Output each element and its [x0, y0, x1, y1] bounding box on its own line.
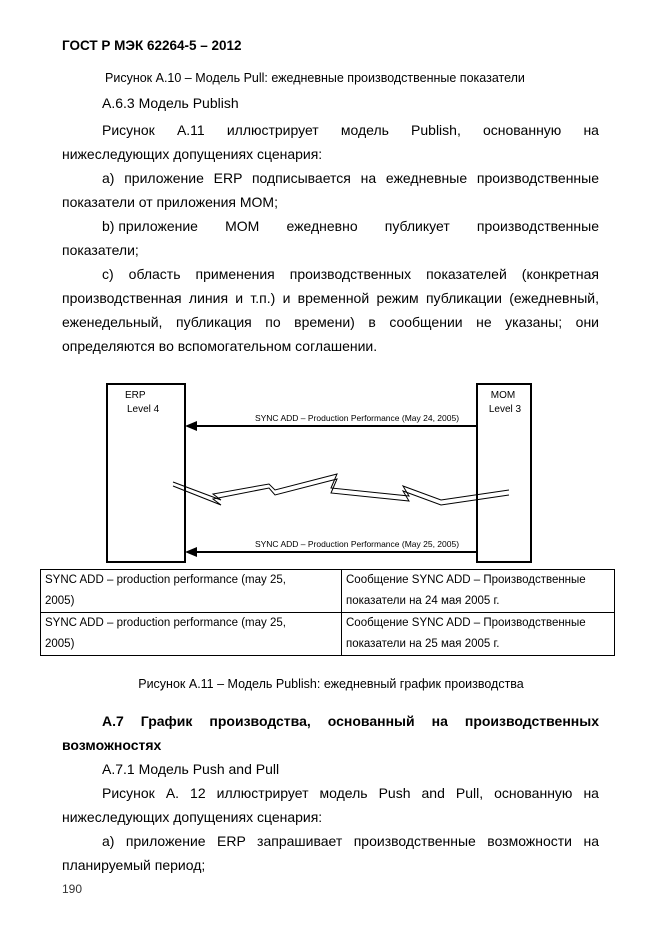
word: А. [165, 785, 180, 801]
publish-sequence-diagram [105, 382, 535, 566]
word: модель [319, 785, 368, 801]
legend-table [40, 569, 615, 656]
para1-line2: нижеследующих допущениях сценария: [62, 146, 323, 162]
word: на [583, 785, 599, 801]
legend-cell-translation [342, 613, 615, 656]
legend-cell-translation [342, 570, 615, 613]
paragraph-publish [62, 118, 599, 358]
word: иллюстрирует [216, 785, 309, 801]
word: MOM [225, 218, 260, 234]
word: Pull, [455, 785, 484, 801]
word: Рисунок [102, 122, 155, 138]
cell-line: SYNC ADD – production performance (may 25, [45, 617, 286, 629]
time-break-line-upper [173, 474, 509, 500]
message-label-2: SYNC ADD – Production Performance (May 25, 2005) [254, 539, 460, 549]
item-c-line2: производственная линия и т.п.) и временной режим публикации (ежедневный, [62, 290, 599, 306]
item-c-line4: определяются во вспомогательном соглашении. [62, 338, 378, 354]
table-row [41, 613, 615, 656]
erp-label: ERP [125, 390, 146, 401]
section-a7 [62, 709, 599, 877]
word: основанную [494, 785, 573, 801]
cell-line: 2005) [45, 595, 75, 607]
word: and [421, 785, 445, 801]
message-label-1: SYNC ADD – Production Performance (May 24, 2005) [254, 413, 460, 423]
word: производственные [476, 218, 599, 234]
para1-line1 [62, 118, 599, 142]
item-b-line2: показатели; [62, 242, 139, 258]
arrowhead-1 [185, 421, 197, 431]
word: Рисунок [102, 785, 155, 801]
cell-line: показатели на 24 мая 2005 г. [346, 595, 500, 607]
item-a-line2: показатели от приложения MOM; [62, 194, 278, 210]
item-b-line1 [62, 214, 599, 238]
word: График [140, 713, 193, 729]
section-heading-a7-line2: возможностях [62, 737, 162, 753]
word: основанный [327, 713, 415, 729]
figure-caption-a11: Рисунок А.11 – Модель Publish: ежедневный график производства [138, 677, 524, 691]
word: производства, [209, 713, 311, 729]
word: А.11 [176, 122, 205, 138]
word: Push [378, 785, 411, 801]
section-heading-a71: А.7.1 Модель Push and Pull [102, 761, 280, 777]
document-header: ГОСТ Р МЭК 62264-5 – 2012 [62, 38, 242, 53]
legend-cell-original [41, 570, 342, 613]
word: на [583, 122, 599, 138]
item-a-line1: а) приложение ERP подписывается на ежедневные производственные [102, 170, 599, 186]
word: b) приложение [102, 218, 198, 234]
mom-label: MOM [490, 390, 516, 401]
word: иллюстрирует [226, 122, 319, 138]
legend-cell-original [41, 613, 342, 656]
word: публикует [384, 218, 450, 234]
word: на [431, 713, 448, 729]
page-number: 190 [62, 882, 83, 896]
item2-a-line1: а) приложение ERP запрашивает производственные возможности на [102, 833, 599, 849]
cell-line: Сообщение SYNC ADD – Производственные [346, 574, 586, 586]
word: А.7 [102, 713, 124, 729]
word: ежедневно [286, 218, 358, 234]
cell-line: SYNC ADD – production performance (may 25, [45, 574, 286, 586]
para2-line2: нижеследующих допущениях сценария: [62, 809, 323, 825]
word: модель [340, 122, 389, 138]
cell-line: показатели на 25 мая 2005 г. [346, 638, 500, 650]
word: 12 [190, 785, 206, 801]
cell-line: Сообщение SYNC ADD – Производственные [346, 617, 586, 629]
section-heading-a63: А.6.3 Модель Publish [102, 95, 239, 111]
para2-line1 [62, 781, 599, 805]
word: Publish, [411, 122, 461, 138]
arrowhead-2 [185, 547, 197, 557]
word: производственных [464, 713, 599, 729]
item-c-line3: еженедельный, публикация по времени) в сообщении не указаны; они [62, 314, 599, 330]
word: основанную [482, 122, 562, 138]
cell-line: 2005) [45, 638, 75, 650]
mom-level-label: Level 3 [488, 404, 522, 415]
table-row [41, 570, 615, 613]
item2-a-line2: планируемый период; [62, 857, 206, 873]
erp-level-label: Level 4 [127, 404, 160, 415]
item-c-line1: с) область применения производственных показателей (конкретная [102, 266, 599, 282]
section-heading-a7-line1 [62, 709, 599, 733]
figure-caption-a10: Рисунок А.10 – Модель Pull: ежедневные производственные показатели [105, 71, 525, 85]
